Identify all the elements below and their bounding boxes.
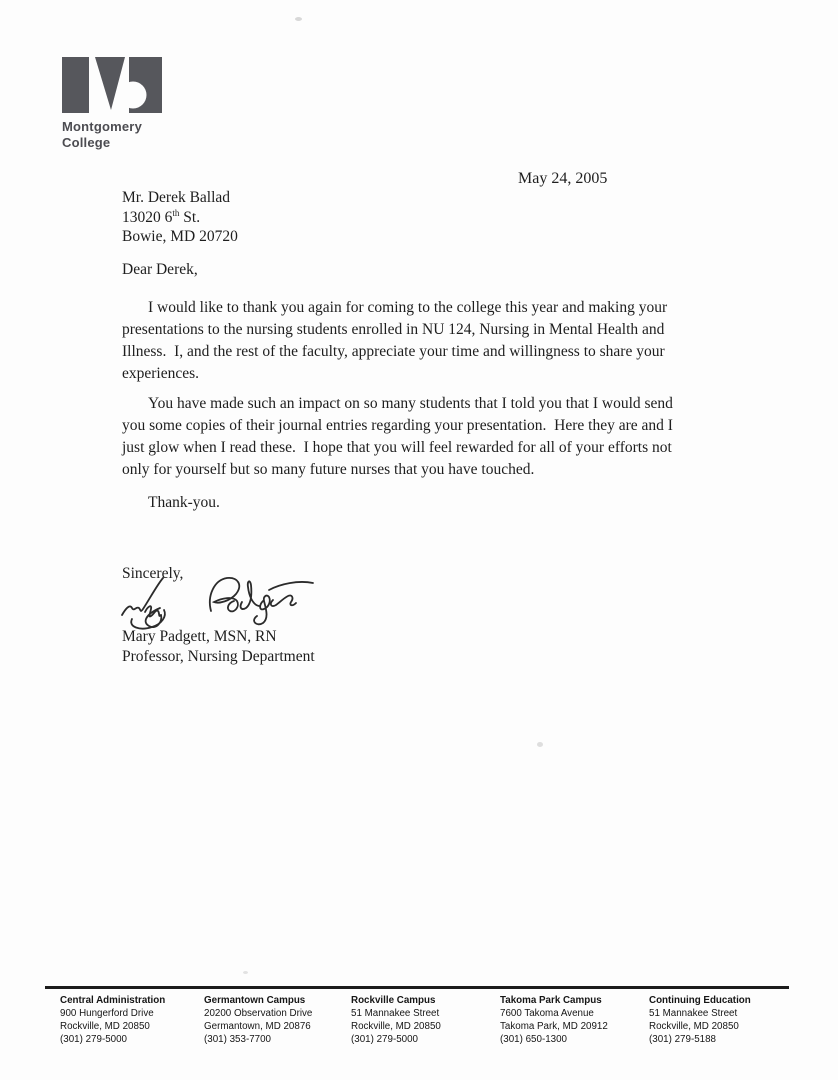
footer-column-title: Rockville Campus bbox=[351, 995, 436, 1006]
college-logo-block bbox=[62, 57, 162, 151]
paragraph-line: just glow when I read these. I hope that you will feel rewarded for all of your efforts not bbox=[122, 439, 672, 456]
footer-column-line: 51 Mannakee Street bbox=[649, 1008, 738, 1019]
logo-wordmark bbox=[62, 119, 162, 151]
footer-column-line: 20200 Observation Drive bbox=[204, 1008, 313, 1019]
footer-column-line: 51 Mannakee Street bbox=[351, 1008, 440, 1019]
footer-column-line: (301) 279-5000 bbox=[60, 1034, 127, 1045]
footer-column-line: (301) 279-5000 bbox=[351, 1034, 418, 1045]
paragraph-line: You have made such an impact on so many students that I told you that I would send bbox=[148, 395, 673, 412]
footer-column-continuing-education bbox=[649, 994, 751, 1046]
footer-column-germantown-campus bbox=[204, 994, 312, 1046]
letter-date: May 24, 2005 bbox=[518, 170, 608, 187]
scan-artifact bbox=[243, 971, 248, 974]
montgomery-college-logo-icon bbox=[62, 57, 162, 113]
footer-column-line: Takoma Park, MD 20912 bbox=[500, 1021, 608, 1032]
paragraph-line: Illness. I, and the rest of the faculty, appreciate your time and willingness to share your bbox=[122, 343, 665, 360]
scan-artifact bbox=[295, 17, 302, 21]
recipient-street: 13020 6th St. bbox=[122, 207, 201, 226]
footer-column-line: Rockville, MD 20850 bbox=[351, 1021, 441, 1032]
thank-you-line: Thank-you. bbox=[148, 494, 220, 511]
paragraph-line: experiences. bbox=[122, 365, 200, 382]
footer-column-central-administration bbox=[60, 994, 165, 1046]
handwritten-signature-icon bbox=[116, 570, 321, 634]
footer-column-takoma-park-campus bbox=[500, 994, 608, 1046]
footer-column-line: (301) 279-5188 bbox=[649, 1034, 716, 1045]
footer-column-title: Central Administration bbox=[60, 995, 166, 1006]
recipient-address bbox=[122, 188, 238, 247]
salutation: Dear Derek, bbox=[122, 261, 198, 278]
footer-column-line: (301) 650-1300 bbox=[500, 1034, 567, 1045]
paragraph-line: presentations to the nursing students enrolled in NU 124, Nursing in Mental Health and bbox=[122, 321, 665, 338]
recipient-name: Mr. Derek Ballad bbox=[122, 189, 231, 206]
paragraph-line: I would like to thank you again for coming to the college this year and making your bbox=[148, 299, 668, 316]
logo-name-line2: College bbox=[62, 135, 111, 150]
signer-block bbox=[122, 627, 315, 667]
scan-artifact bbox=[537, 742, 543, 747]
footer-column-line: 900 Hungerford Drive bbox=[60, 1008, 154, 1019]
logo-name-line1: Montgomery bbox=[62, 119, 142, 134]
paragraph-line: you some copies of their journal entries regarding your presentation. Here they are and I bbox=[122, 417, 673, 434]
footer-column-line: 7600 Takoma Avenue bbox=[500, 1008, 594, 1019]
letter-paragraph-1 bbox=[122, 297, 737, 385]
letter-paragraph-2 bbox=[122, 393, 737, 481]
footer-column-line: Rockville, MD 20850 bbox=[60, 1021, 150, 1032]
footer-divider bbox=[45, 986, 789, 989]
footer-column-title: Takoma Park Campus bbox=[500, 995, 602, 1006]
paragraph-line: only for yourself but so many future nurses that you have touched. bbox=[122, 461, 535, 478]
footer-column-title: Germantown Campus bbox=[204, 995, 306, 1006]
signer-name-line: Mary Padgett, MSN, RN bbox=[122, 628, 277, 645]
footer-column-line: Rockville, MD 20850 bbox=[649, 1021, 739, 1032]
closing-sincerely: Sincerely, bbox=[122, 565, 184, 582]
footer-column-line: Germantown, MD 20876 bbox=[204, 1021, 311, 1032]
signer-title-line: Professor, Nursing Department bbox=[122, 648, 315, 665]
recipient-city: Bowie, MD 20720 bbox=[122, 228, 238, 245]
footer-column-rockville-campus bbox=[351, 994, 441, 1046]
footer-column-title: Continuing Education bbox=[649, 995, 751, 1006]
footer-column-line: (301) 353-7700 bbox=[204, 1034, 271, 1045]
